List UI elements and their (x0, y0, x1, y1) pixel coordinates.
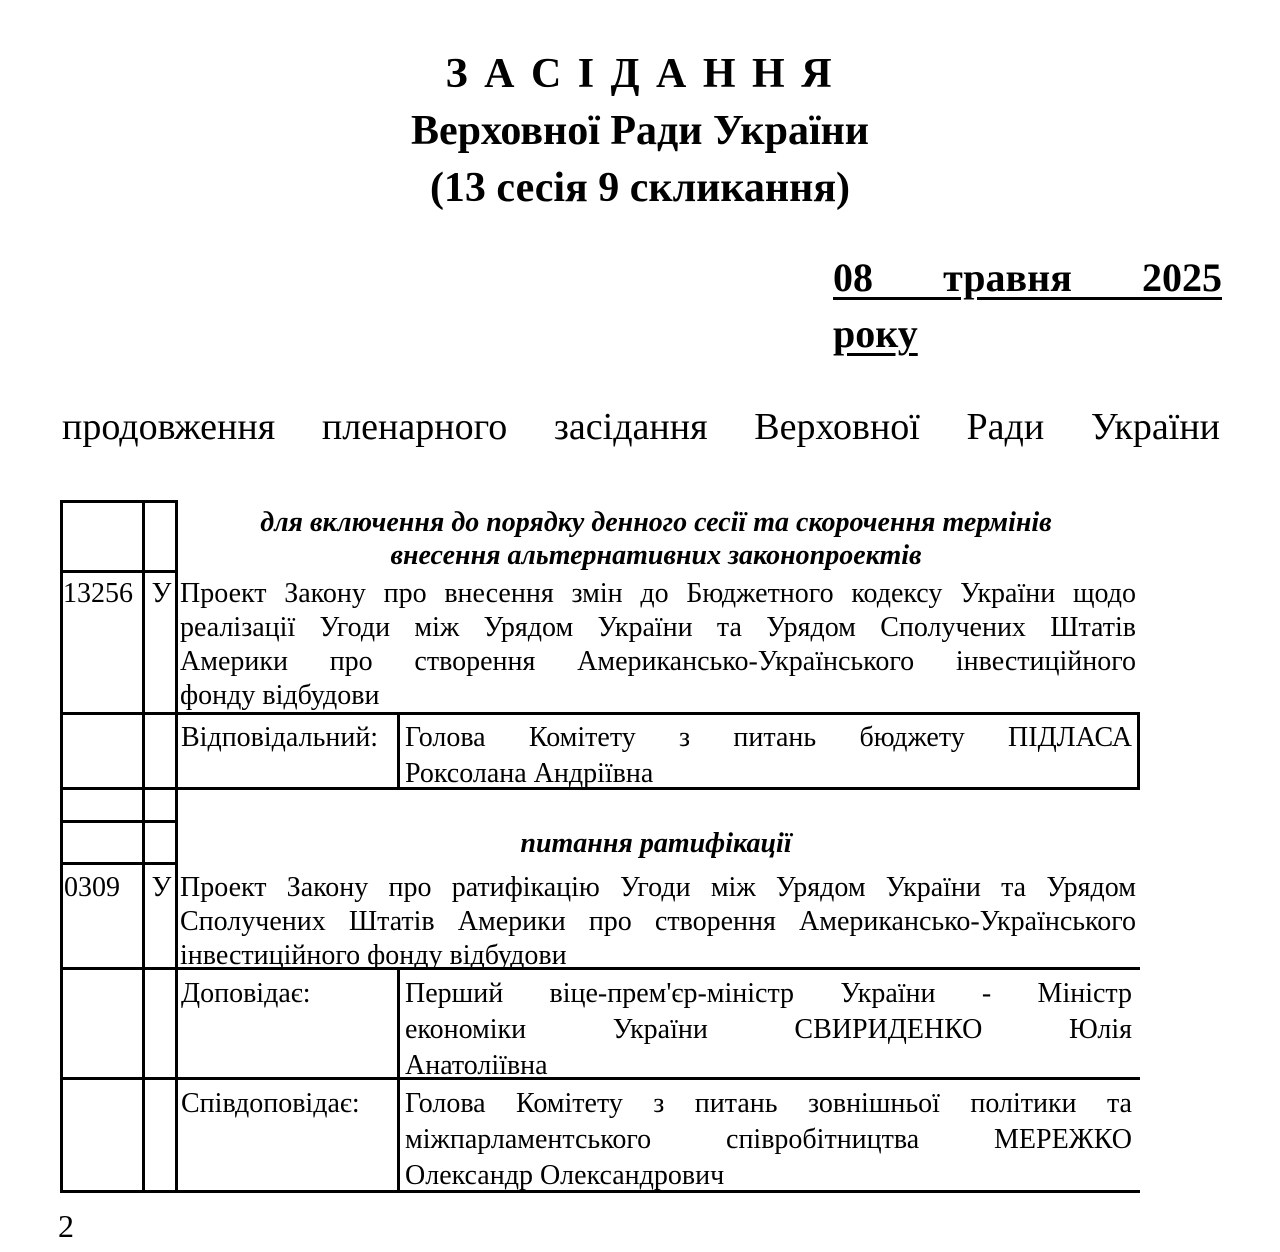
bill-title (180, 871, 1136, 973)
bill-flag: У (151, 578, 172, 609)
bill-number: 0309 (64, 872, 120, 903)
page-number: 2 (58, 1208, 74, 1244)
bill-title (180, 577, 1136, 713)
session-date-line-2: року (833, 311, 918, 356)
reporter-value-line: Анатоліївна (405, 1050, 548, 1081)
co-reporter-value-line: Голова Комітету з питань зовнішньої політики та (405, 1088, 1132, 1119)
session-date-line-1: 08 травня 2025 (833, 255, 1222, 300)
session-title-line-2: Верховної Ради України (410, 108, 870, 154)
bill-title-line: Сполучених Штатів Америки про створення Американсько-Українського (180, 906, 1136, 937)
reporter-label: Доповідає: (181, 978, 311, 1009)
co-reporter-value-line: міжпарламентського співробітництва МЕРЕЖКО (405, 1124, 1132, 1155)
bill-title-line: інвестиційного фонду відбудови (180, 940, 567, 971)
co-reporter-value (405, 1086, 1132, 1194)
section-heading: питання ратифікації (520, 828, 792, 859)
table-border (1137, 712, 1140, 790)
responsible-value (405, 720, 1132, 792)
table-border (60, 862, 178, 865)
co-reporter-value-line: Олександр Олександрович (405, 1160, 725, 1191)
bill-number: 13256 (63, 578, 133, 609)
bill-title-line: Проект Закону про внесення змін до Бюджетного кодексу України щодо (180, 578, 1136, 609)
responsible-label: Відповідальний: (181, 722, 379, 753)
reporter-value (405, 976, 1132, 1084)
session-title (0, 46, 1280, 217)
session-title-line-1: З А С І Д А Н Н Я (445, 51, 835, 97)
bill-flag: У (151, 872, 172, 903)
table-border (397, 967, 400, 1193)
co-reporter-label: Співдоповідає: (181, 1088, 360, 1119)
reporter-value-line: економіки України СВИРИДЕНКО Юлія (405, 1014, 1132, 1045)
section-heading-line: для включення до порядку денного сесії та скорочення термінів (260, 507, 1052, 538)
bill-title-line: Проект Закону про ратифікацію Угоди між Урядом України та Урядом (180, 872, 1136, 903)
section-heading-line: внесення альтернативних законопроектів (390, 540, 922, 571)
reporter-value-line: Перший віце-прем'єр-міністр України - Міністр (405, 978, 1132, 1009)
plenary-subtitle: продовження пленарного засідання Верховної Ради України (62, 406, 1220, 448)
responsible-value-line: Голова Комітету з питань бюджету ПІДЛАСА (405, 722, 1132, 753)
session-title-line-3: (13 сесія 9 скликання) (429, 165, 851, 211)
table-border (397, 712, 400, 790)
table-border (60, 570, 178, 573)
table-border (60, 820, 178, 823)
section-heading (175, 506, 1137, 572)
responsible-value-line: Роксолана Андріївна (405, 758, 654, 789)
bill-title-line: фонду відбудови (180, 680, 380, 711)
bill-title-line: реалізації Угоди між Урядом України та Урядом Сполучених Штатів (180, 612, 1136, 643)
table-border (60, 500, 178, 503)
bill-title-line: Америки про створення Американсько-Українського інвестиційного (180, 646, 1136, 677)
session-date (833, 250, 1222, 362)
